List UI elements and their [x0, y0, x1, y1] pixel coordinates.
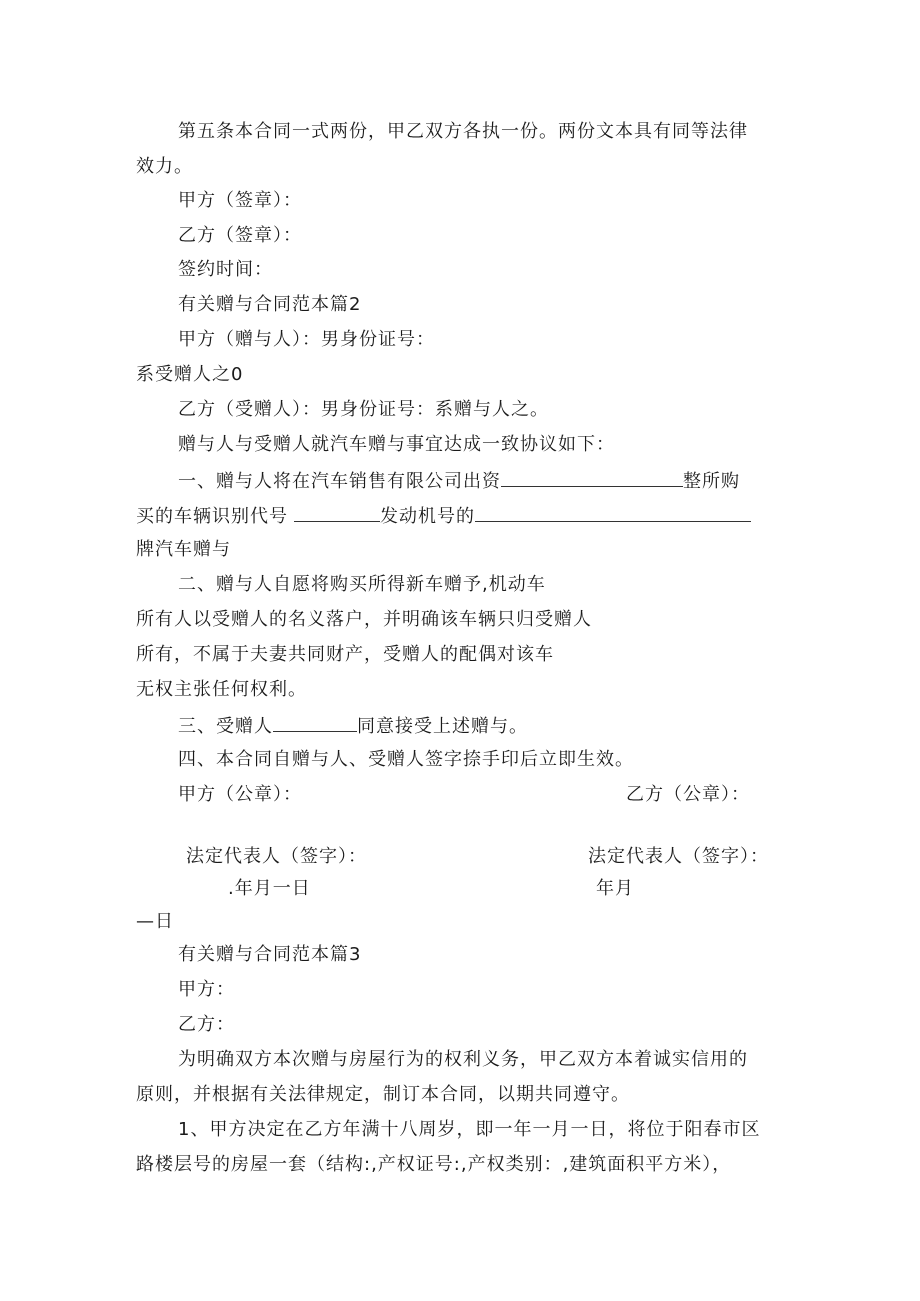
text-line: 1、甲方决定在乙方年满十八周岁，即一年一月一日，将位于阳春市区 — [178, 1119, 761, 1140]
text-line — [178, 713, 528, 739]
party-a-representative: 法定代表人（签字）： — [186, 846, 367, 867]
text-line: 签约时间： — [178, 259, 273, 280]
fill-blank — [273, 713, 357, 732]
fill-blank — [501, 468, 683, 487]
text-line: 效力。 — [136, 156, 193, 177]
fill-blank — [475, 503, 751, 522]
text-line: 系受赠人之0 — [136, 364, 244, 385]
text-line: 所有人以受赠人的名义落户，并明确该车辆只归受赠人 — [136, 609, 592, 630]
text-segment: 发动机号的 — [380, 506, 475, 527]
party-b-date: 年月 — [596, 878, 634, 899]
text-line: 第五条本合同一式两份，甲乙双方各执一份。两份文本具有同等法律 — [178, 121, 748, 142]
text-line: 甲方： — [178, 979, 235, 1000]
section-heading: 有关赠与合同范本篇3 — [178, 944, 362, 965]
text-segment: 三、受赠人 — [178, 716, 273, 737]
section-heading: 有关赠与合同范本篇2 — [178, 294, 362, 315]
text-segment: 同意接受上述赠与。 — [357, 716, 528, 737]
text-line: 赠与人与受赠人就汽车赠与事宜达成一致协议如下： — [178, 434, 615, 455]
party-a-date: .年月一日 — [228, 878, 311, 899]
text-line: 乙方（受赠人）：男身份证号：系赠与人之。 — [178, 399, 549, 420]
text-line: 甲方（签章）： — [178, 190, 302, 211]
text-line: 所有，不属于夫妻共同财产，受赠人的配偶对该车 — [136, 644, 554, 665]
text-line: 无权主张任何权利。 — [136, 679, 307, 700]
text-line — [136, 503, 751, 529]
text-line — [178, 468, 740, 494]
text-segment: 一、赠与人将在汽车销售有限公司出资 — [178, 471, 501, 492]
text-segment: 整所购 — [683, 471, 740, 492]
text-line: 牌汽车赠与 — [136, 539, 231, 560]
text-line: 乙方（签章）： — [178, 225, 302, 246]
text-line: 甲方（赠与人）：男身份证号： — [178, 329, 435, 350]
party-a-seal: 甲方（公章）： — [178, 784, 302, 805]
text-line: —日 — [136, 911, 174, 932]
fill-blank — [294, 503, 380, 522]
text-segment: 买的车辆识别代号 — [136, 506, 288, 527]
text-line: 为明确双方本次赠与房屋行为的权利义务，甲乙双方本着诚实信用的 — [178, 1049, 748, 1070]
text-line: 四、本合同自赠与人、受赠人签字捺手印后立即生效。 — [178, 749, 634, 770]
party-b-representative: 法定代表人（签字）： — [588, 846, 769, 867]
text-line: 乙方： — [178, 1014, 235, 1035]
text-line: 原则，并根据有关法律规定，制订本合同，以期共同遵守。 — [136, 1084, 630, 1105]
text-line: 二、赠与人自愿将购买所得新车赠予,机动车 — [178, 574, 546, 595]
text-line: 路楼层号的房屋一套（结构:,产权证号:,产权类别：,建筑面积平方米）， — [136, 1154, 732, 1175]
party-b-seal: 乙方（公章）： — [626, 784, 750, 805]
